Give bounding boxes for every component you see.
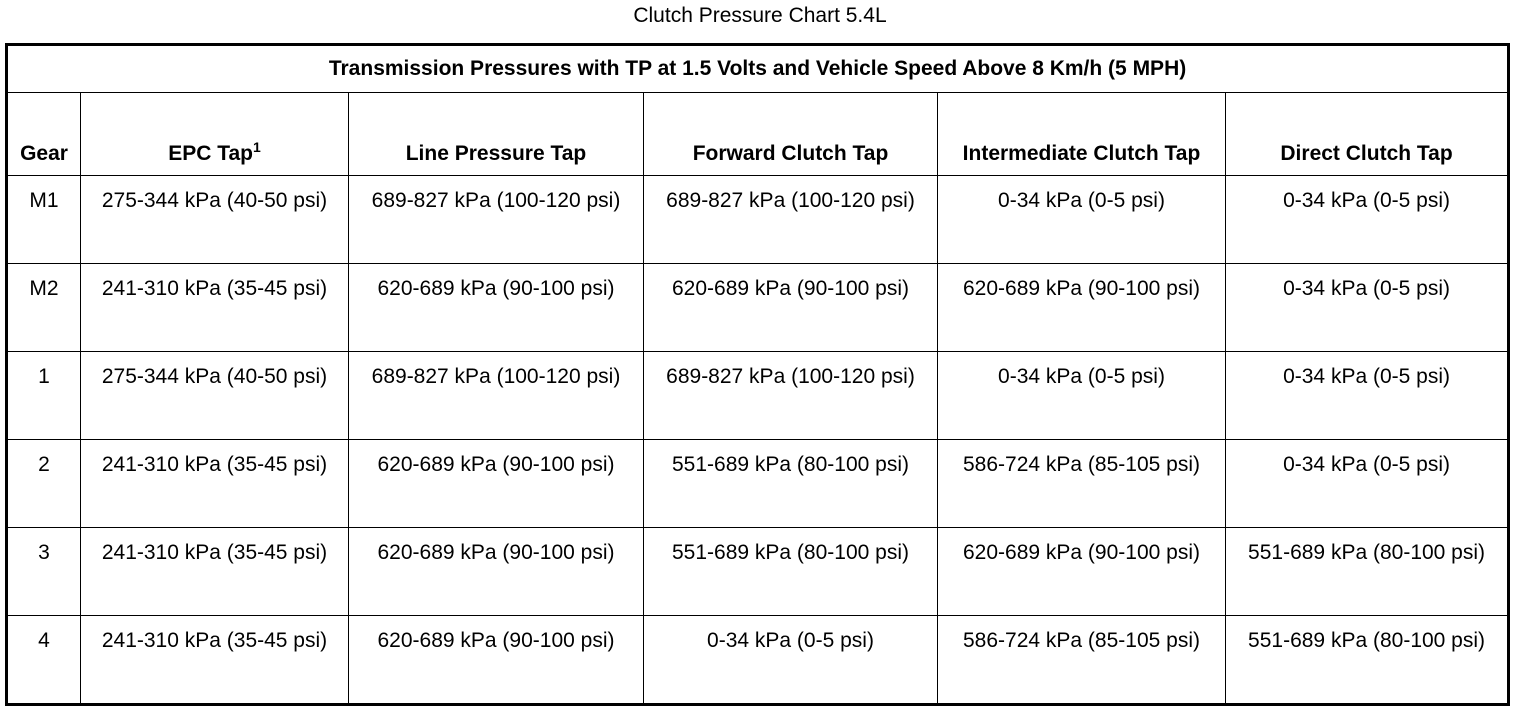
epc-cell: 275-344 kPa (40-50 psi) bbox=[81, 352, 349, 440]
gear-cell: 4 bbox=[7, 616, 81, 705]
banner-row bbox=[7, 45, 1509, 93]
table-row bbox=[7, 616, 1509, 705]
epc-cell: 275-344 kPa (40-50 psi) bbox=[81, 176, 349, 264]
forward-clutch-cell: 620-689 kPa (90-100 psi) bbox=[644, 264, 938, 352]
gear-cell: 2 bbox=[7, 440, 81, 528]
forward-clutch-cell: 551-689 kPa (80-100 psi) bbox=[644, 440, 938, 528]
column-header-intermediate-clutch: Intermediate Clutch Tap bbox=[938, 93, 1226, 176]
table-row bbox=[7, 176, 1509, 264]
direct-clutch-cell: 0-34 kPa (0-5 psi) bbox=[1226, 352, 1509, 440]
line-pressure-cell: 689-827 kPa (100-120 psi) bbox=[349, 352, 644, 440]
intermediate-clutch-cell: 620-689 kPa (90-100 psi) bbox=[938, 264, 1226, 352]
line-pressure-cell: 689-827 kPa (100-120 psi) bbox=[349, 176, 644, 264]
epc-cell: 241-310 kPa (35-45 psi) bbox=[81, 528, 349, 616]
direct-clutch-cell: 0-34 kPa (0-5 psi) bbox=[1226, 440, 1509, 528]
gear-cell: M1 bbox=[7, 176, 81, 264]
epc-cell: 241-310 kPa (35-45 psi) bbox=[81, 440, 349, 528]
footnote-marker: 1 bbox=[253, 139, 261, 155]
clutch-pressure-table bbox=[5, 43, 1510, 706]
epc-cell: 241-310 kPa (35-45 psi) bbox=[81, 616, 349, 705]
intermediate-clutch-cell: 0-34 kPa (0-5 psi) bbox=[938, 352, 1226, 440]
column-header-gear: Gear bbox=[7, 93, 81, 176]
column-header-line-pressure: Line Pressure Tap bbox=[349, 93, 644, 176]
table-row bbox=[7, 528, 1509, 616]
gear-cell: 1 bbox=[7, 352, 81, 440]
page-title: Clutch Pressure Chart 5.4L bbox=[633, 4, 887, 27]
epc-cell: 241-310 kPa (35-45 psi) bbox=[81, 264, 349, 352]
line-pressure-cell: 620-689 kPa (90-100 psi) bbox=[349, 440, 644, 528]
column-header-epc-label: EPC Tap bbox=[168, 142, 253, 165]
intermediate-clutch-cell: 0-34 kPa (0-5 psi) bbox=[938, 176, 1226, 264]
table-row bbox=[7, 264, 1509, 352]
forward-clutch-cell: 0-34 kPa (0-5 psi) bbox=[644, 616, 938, 705]
forward-clutch-cell: 689-827 kPa (100-120 psi) bbox=[644, 176, 938, 264]
column-header-direct-clutch: Direct Clutch Tap bbox=[1226, 93, 1509, 176]
intermediate-clutch-cell: 620-689 kPa (90-100 psi) bbox=[938, 528, 1226, 616]
line-pressure-cell: 620-689 kPa (90-100 psi) bbox=[349, 616, 644, 705]
line-pressure-cell: 620-689 kPa (90-100 psi) bbox=[349, 528, 644, 616]
table-row bbox=[7, 440, 1509, 528]
gear-cell: M2 bbox=[7, 264, 81, 352]
intermediate-clutch-cell: 586-724 kPa (85-105 psi) bbox=[938, 616, 1226, 705]
column-header-forward-clutch: Forward Clutch Tap bbox=[644, 93, 938, 176]
direct-clutch-cell: 551-689 kPa (80-100 psi) bbox=[1226, 616, 1509, 705]
direct-clutch-cell: 0-34 kPa (0-5 psi) bbox=[1226, 264, 1509, 352]
gear-cell: 3 bbox=[7, 528, 81, 616]
column-header-row bbox=[7, 93, 1509, 176]
line-pressure-cell: 620-689 kPa (90-100 psi) bbox=[349, 264, 644, 352]
direct-clutch-cell: 0-34 kPa (0-5 psi) bbox=[1226, 176, 1509, 264]
table-banner: Transmission Pressures with TP at 1.5 Volts and Vehicle Speed Above 8 Km/h (5 MPH) bbox=[7, 45, 1509, 93]
column-header-epc bbox=[81, 93, 349, 176]
table-row bbox=[7, 352, 1509, 440]
direct-clutch-cell: 551-689 kPa (80-100 psi) bbox=[1226, 528, 1509, 616]
intermediate-clutch-cell: 586-724 kPa (85-105 psi) bbox=[938, 440, 1226, 528]
forward-clutch-cell: 689-827 kPa (100-120 psi) bbox=[644, 352, 938, 440]
forward-clutch-cell: 551-689 kPa (80-100 psi) bbox=[644, 528, 938, 616]
